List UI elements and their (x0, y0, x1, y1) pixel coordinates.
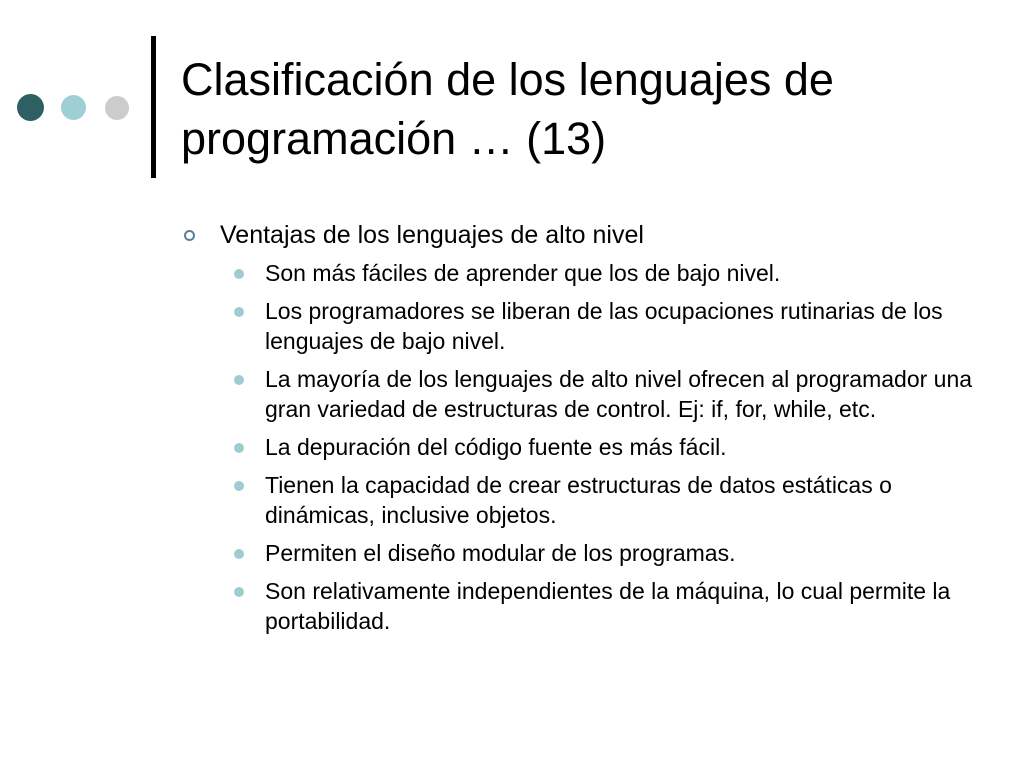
sub-bullet-item (181, 576, 981, 636)
slide-title: Clasificación de los lenguajes de programación … (13) (181, 54, 834, 164)
sub-bullet-text: Los programadores se liberan de las ocupaciones rutinarias de los lenguajes de bajo nivel. (265, 298, 943, 354)
sub-bullet-item (181, 258, 981, 288)
bullet-main (181, 220, 981, 250)
hollow-circle-bullet-icon (184, 230, 195, 241)
sub-bullet-item (181, 364, 981, 424)
bullet-main-text: Ventajas de los lenguajes de alto nivel (220, 221, 644, 249)
filled-circle-bullet-icon (234, 587, 244, 597)
sub-bullet-text: Tienen la capacidad de crear estructuras de datos estáticas o dinámicas, inclusive objetos. (265, 472, 892, 528)
sub-bullet-text: La mayoría de los lenguajes de alto nivel ofrecen al programador una gran variedad de estructuras de control. Ej: if, for, while, etc. (265, 366, 973, 422)
sub-bullet-item (181, 538, 981, 568)
sub-bullet-list (181, 258, 981, 636)
filled-circle-bullet-icon (234, 481, 244, 491)
sub-bullet-item (181, 470, 981, 530)
filled-circle-bullet-icon (234, 307, 244, 317)
filled-circle-bullet-icon (234, 549, 244, 559)
sub-bullet-text: Son relativamente independientes de la máquina, lo cual permite la portabilidad. (265, 578, 951, 634)
filled-circle-bullet-icon (234, 269, 244, 279)
decorative-dot-gray (105, 96, 129, 120)
sub-bullet-item (181, 432, 981, 462)
filled-circle-bullet-icon (234, 375, 244, 385)
decorative-dot-light (61, 95, 86, 120)
sub-bullet-item (181, 296, 981, 356)
title-divider (151, 36, 156, 178)
sub-bullet-text: La depuración del código fuente es más fácil. (265, 434, 727, 460)
filled-circle-bullet-icon (234, 443, 244, 453)
sub-bullet-text: Son más fáciles de aprender que los de bajo nivel. (265, 260, 781, 286)
decorative-dot-dark (17, 94, 44, 121)
slide-body (181, 220, 981, 644)
sub-bullet-text: Permiten el diseño modular de los programas. (265, 540, 736, 566)
